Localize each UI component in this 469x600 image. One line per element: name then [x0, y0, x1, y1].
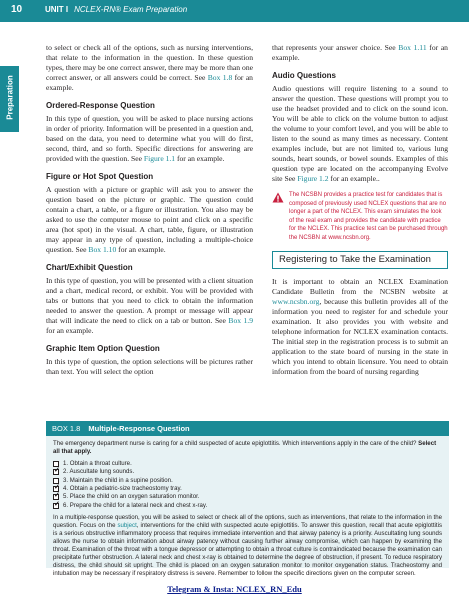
paragraph: Audio questions will require listening to a sound to answer the question. These questions will prompt you to use the headset provided and to click on the sound icon. You will be able to click on the volume button to adjust the volume to your comfort level, and you will be able to listen to the sound as many times as necessary. Content examples include, but are not limited to, various lung sounds, heart sounds, or bowel sounds. Examples of this question type are located on the accompanying Evolve site See Figure 1.2 for an example.. — [272, 84, 448, 183]
answer-option[interactable] — [53, 460, 442, 468]
note-text: The NCSBN provides a practice test for candidates that is composed of previously used NCLEX questions that are no longer a part of the NCLEX. This exam simulates the look of the real exam and provides the candidate with practice for the NCLEX. This practice test can be purchased through the NCSBN at www.ncsbn.org. — [289, 192, 448, 241]
box-header — [46, 421, 449, 436]
option-list — [53, 460, 442, 510]
warning-triangle-icon — [272, 192, 284, 203]
answer-option[interactable] — [53, 493, 442, 501]
answer-option[interactable] — [53, 485, 442, 493]
paragraph: In this type of question, you will be presented with a client situation and a chart, medical record, or exhibit. You will be provided with tabs or buttons that you need to click to obtain the information needed to answer the question. A prompt or message will appear that will indicate the need to click on a tab or button. See Box 1.9 for an example. — [46, 276, 253, 335]
option-text: 5. Place the child on an oxygen saturation monitor. — [63, 493, 200, 501]
checkbox-checked[interactable] — [53, 469, 59, 475]
box-reference-link[interactable]: Box 1.8 — [207, 73, 233, 82]
answer-option[interactable] — [53, 468, 442, 476]
box-multiple-response-question — [46, 421, 449, 577]
unit-label: UNIT I — [45, 5, 69, 14]
book-title: NCLEX-RN® Exam Preparation — [74, 5, 188, 14]
paragraph: In this type of question, the option selections will be pictures rather than text. You will select the option — [46, 357, 253, 376]
option-text: 4. Obtain a pediatric-size tracheostomy tray. — [63, 485, 182, 493]
question-stem: The emergency department nurse is caring for a child suspected of acute epiglottitis. Which interventions apply in the care of the child? Select all that apply. — [53, 440, 437, 455]
checkbox-checked[interactable] — [53, 494, 59, 500]
option-text: 3. Maintain the child in a supine position. — [63, 476, 173, 484]
running-title — [45, 5, 187, 14]
paragraph: to select or check all of the options, such as nursing interventions, that relate to the information in the question. In these question types, there may be one correct answer, there may be more than one correct answer, or all answers could be correct. See Box 1.8 for an example. — [46, 43, 253, 92]
box-title: Multiple-Response Question — [88, 424, 190, 433]
page-number: 10 — [11, 4, 23, 15]
option-text: 1. Obtain a throat culture. — [63, 460, 132, 468]
right-column — [272, 43, 448, 381]
warning-note — [272, 191, 448, 243]
subject-keyword-link[interactable]: subject — [117, 521, 137, 529]
box-label: BOX 1.8 — [52, 424, 81, 433]
checkbox-checked[interactable] — [53, 503, 59, 509]
checkbox[interactable] — [53, 461, 59, 467]
box-reference-link[interactable]: Box 1.9 — [228, 316, 253, 325]
section-heading: Ordered-Response Question — [46, 101, 155, 110]
option-text: 2. Auscultate lung sounds. — [63, 468, 135, 476]
box-body — [46, 436, 449, 578]
section-heading: Chart/Exhibit Question — [46, 263, 133, 272]
section-heading: Audio Questions — [272, 71, 336, 80]
ncsbn-website-link[interactable]: www.ncsbn.org — [272, 296, 320, 306]
answer-rationale: In a multiple-response question, you will be asked to select or check all of the options, such as interventions, that relate to the information in the question. Focus on the subject, interventions for the child with suspected acute epiglottitis. To answer this question, recall that acute epiglottitis is a serious obstructive inflammatory process that requires immediate intervention and that airway patency is a priority. Auscultating lung sounds allows the nurse to obtain information about airway patency without causing further airway compromise, which can happen by examining the throat. Examination of the throat with a tongue depressor or attempting to obtain a throat culture is contraindicated because the examination can precipitate further obstruction. A lateral neck and chest x-ray is obtained to determine the degree of obstruction, if present. To reduce respiratory distress, the child should sit upright. The child is placed on an oxygen saturation monitor to monitor oxygenation status. Tracheostomy and intubation may be necessary if respiratory distress is severe. Remember to follow the specific directions given on the computer screen. — [53, 513, 442, 577]
box-reference-link[interactable]: Box 1.10 — [88, 245, 117, 254]
figure-reference-link[interactable]: Figure 1.1 — [143, 154, 176, 163]
checkbox-checked[interactable] — [53, 486, 59, 492]
answer-option[interactable] — [53, 501, 442, 509]
section-side-tab — [0, 66, 19, 132]
section-heading: Graphic Item Option Question — [46, 344, 160, 353]
paragraph: that represents your answer choice. See Box 1.11 for an example. — [272, 43, 448, 62]
paragraph: In this type of question, you will be asked to place nursing actions in order of priority. Information will be presented in a question and, based on the data, you need to determine what you will do first, second, third, and so forth. Specific directions for answering are provided with the question. See Figure 1.1 for an example. — [46, 114, 253, 163]
paragraph: It is important to obtain an NCLEX Examination Candidate Bulletin from the NCSBN website at www.ncsbn.org, because this bulletin provides all of the information you need to register for and schedule your examination. It also provides you with website and telephone information for NCLEX examination contacts. The initial step in the registration process is to submit an application to the state board of nursing in the state in which you intend to obtain licensure. You need to obtain information from the board of nursing regarding — [272, 276, 448, 376]
left-column — [46, 43, 253, 381]
box-reference-link[interactable]: Box 1.11 — [398, 43, 427, 52]
registering-heading: Registering to Take the Examination — [272, 251, 448, 269]
figure-reference-link[interactable]: Figure 1.2 — [297, 174, 329, 183]
option-text: 6. Prepare the child for a lateral neck and chest x-ray. — [63, 501, 208, 509]
footer-watermark[interactable]: Telegram & Insta: NCLEX_RN_Edu — [167, 584, 302, 594]
side-tab-label: Preparation — [5, 75, 15, 120]
section-heading: Figure or Hot Spot Question — [46, 172, 154, 181]
checkbox[interactable] — [53, 478, 59, 484]
page-header — [0, 0, 469, 22]
question-instruction: Select all that apply. — [53, 440, 437, 455]
paragraph: A question with a picture or graphic will ask you to answer the question based on the picture or graphic. The question could contain a chart, a table, or a figure or illustration. You also may be asked to use the computer mouse to point and click on a specific area (hot spot) in the visual. A chart, table, figure, or illustration may appear in any type of question, including a multiple-choice question. See Box 1.10 for an example. — [46, 185, 253, 254]
answer-option[interactable] — [53, 477, 442, 485]
